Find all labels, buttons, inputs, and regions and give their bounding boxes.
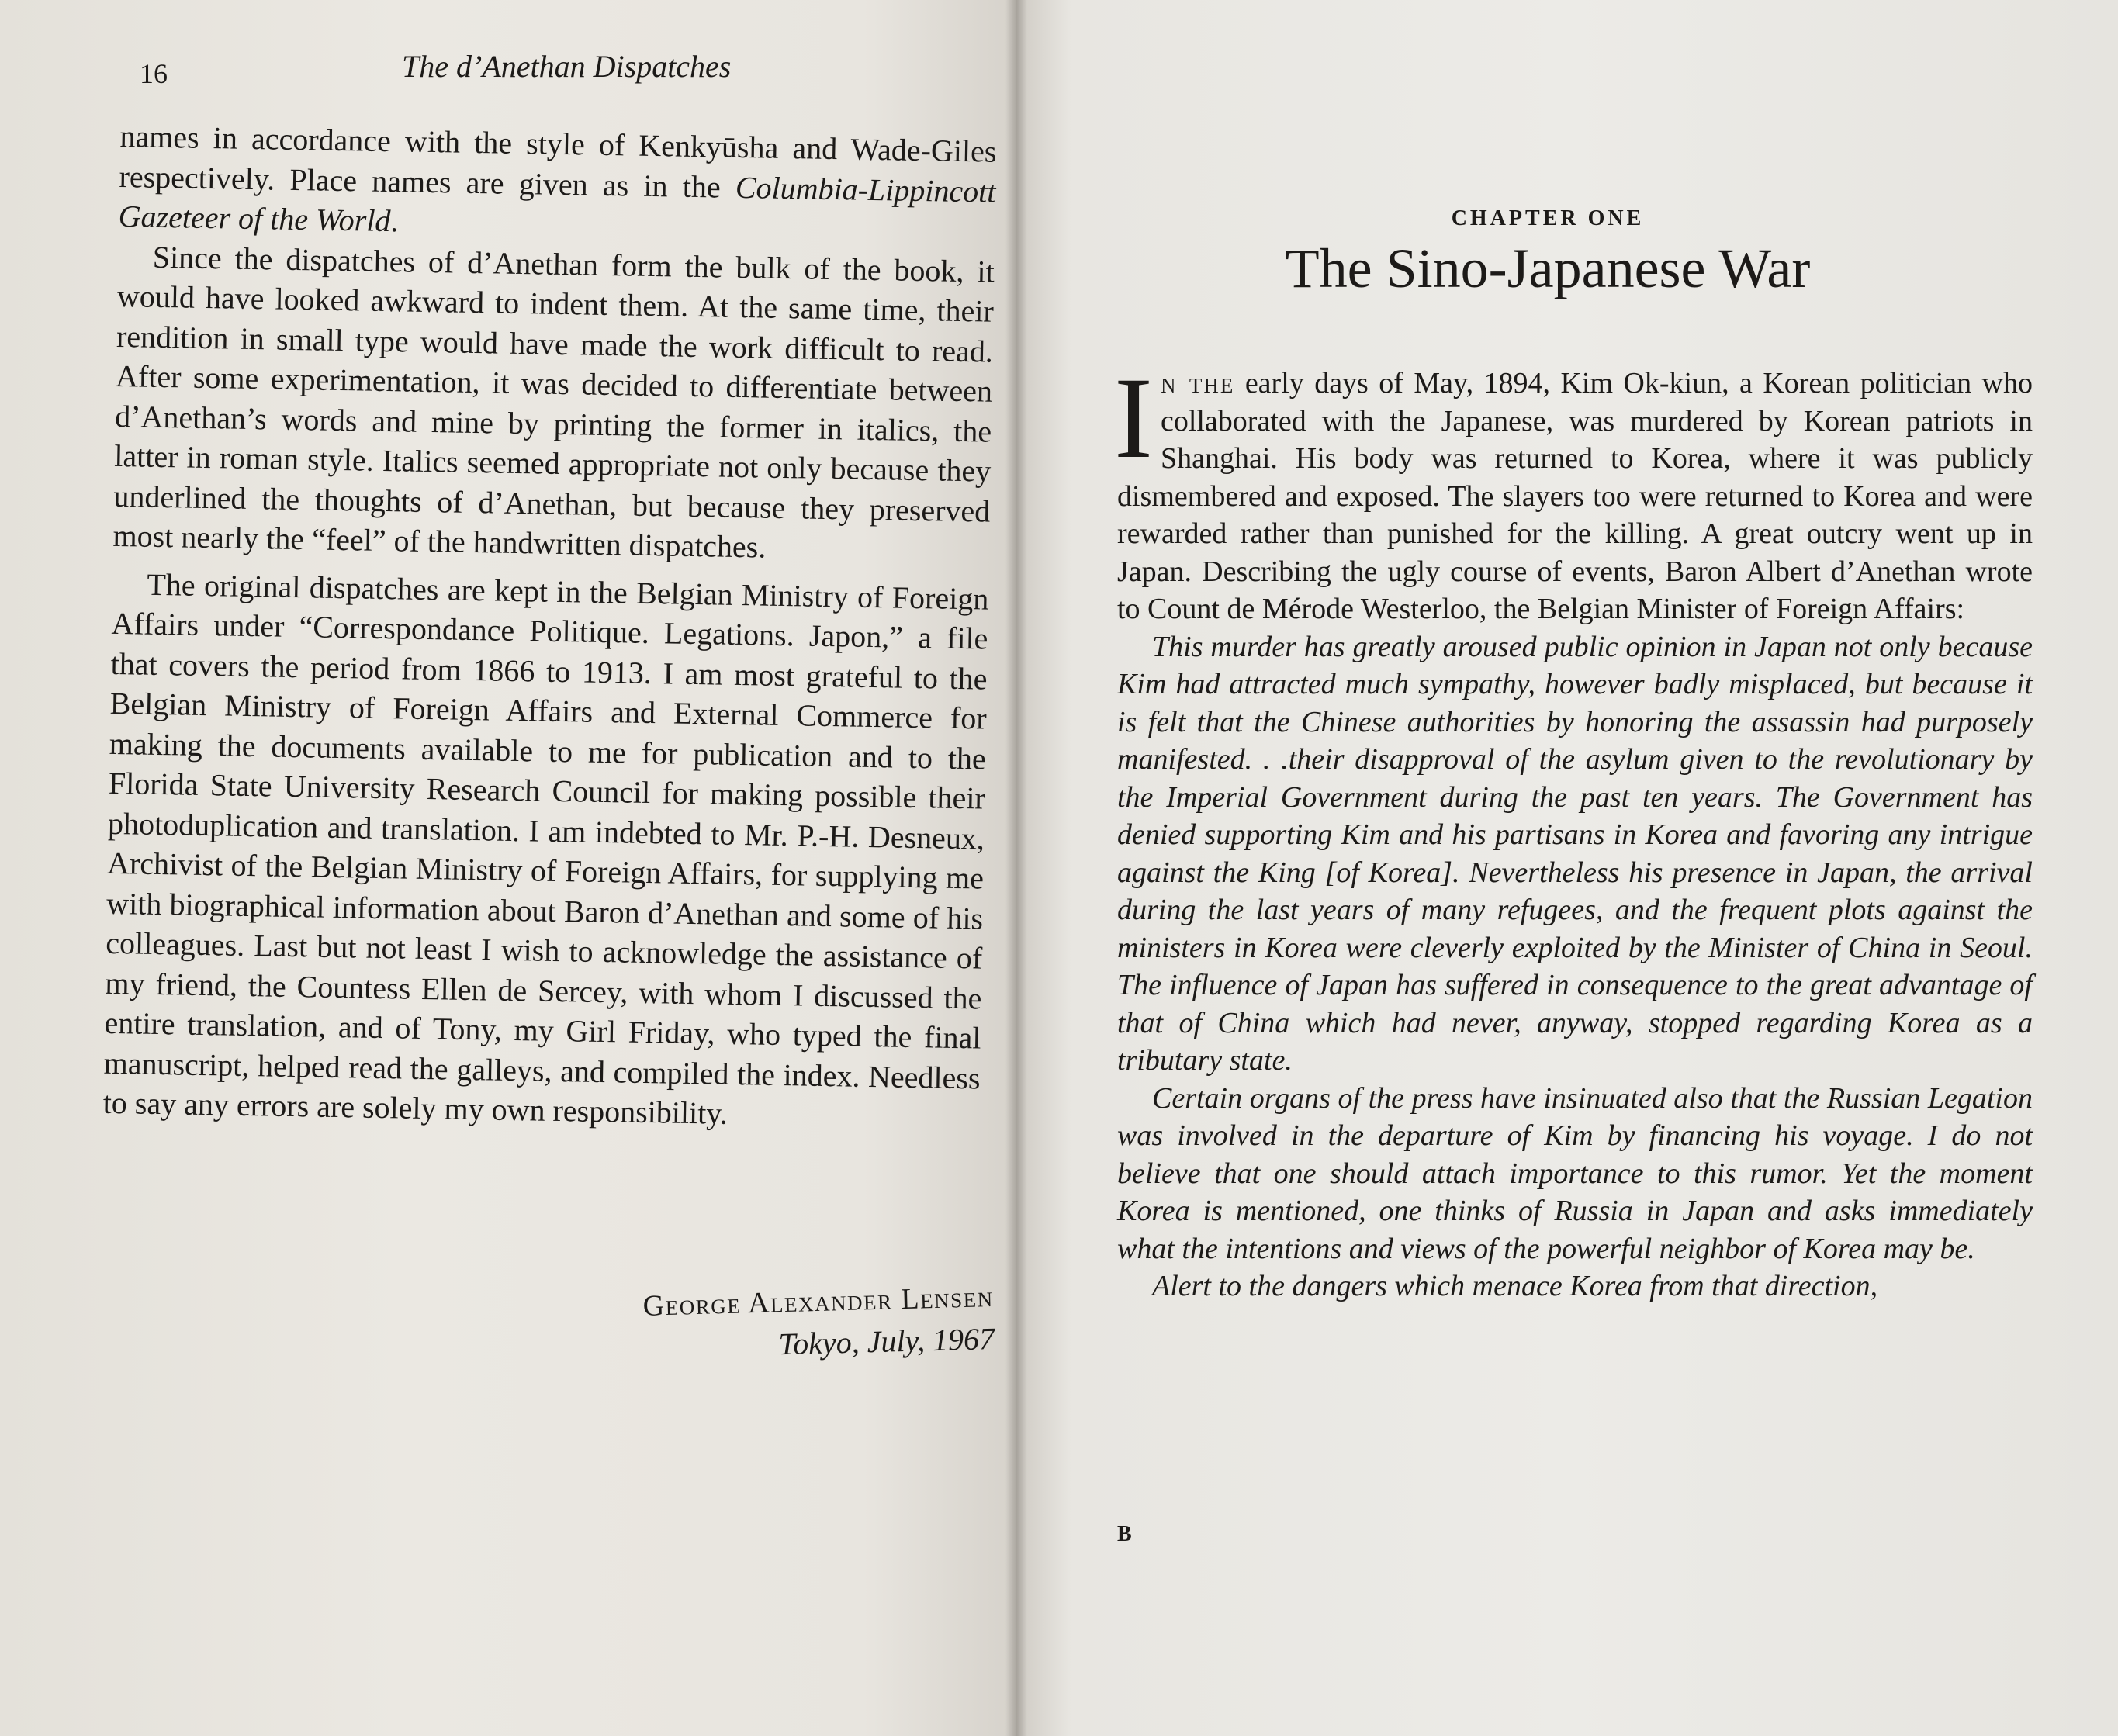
- page-number: 16: [140, 58, 168, 89]
- text-run: Since the dispatches of d’Anethan form the bulk of the book, it would have looked awkward to indent them. At the same time, their rendition in small type would have made the work difficult to read. After some experimentation, it was decided to differentiate between d’Anethan’s words and mine by printing the former in italics, the latter in roman style. Italics seemed appropriate not only because they underlined the thoughts of d’Anethan, but because they preserved most nearly the “feel” of the handwritten dispatches.: [112, 239, 995, 565]
- chapter-title: The Sino-Japanese War: [1285, 237, 1811, 299]
- right-page: [1016, 0, 2118, 1736]
- chapter-text: [1114, 354, 2033, 1305]
- quote-paragraph-3: Alert to the dangers which menace Korea from that direction,: [1152, 1270, 1878, 1302]
- paragraph-3: [102, 563, 988, 1138]
- gazetteer-title: Columbia-Lippincott Gazeteer of the World: [118, 169, 996, 239]
- text-run: The original dispatches are kept in the Belgian Ministry of Foreign Affairs under “Correspondance Politique. Legations. Japon,” a file that covers the period from 1866 to 1913. I am most grateful to the Belgian Ministry of Foreign Affairs and External Commerce for making the documents available to me for publication and to the Florida State University Research Council for making possible their photoduplication and translation. I am indebted to Mr. P.-H. Desneux, Archivist of the Belgian Ministry of Foreign Affairs, for supplying me with biographical information about Baron d’Anethan and some of his colleagues. Last but not least I wish to acknowledge the assistance of my friend, the Countess Ellen de Sercey, with whom I discussed the entire translation, and of Tony, my Girl Friday, who typed the final manuscript, helped read the galleys, and compiled the index. Needless to say any errors are solely my own responsibility.: [102, 566, 989, 1131]
- preface-text: [102, 116, 996, 1138]
- paragraph-2: [112, 236, 995, 571]
- place-date: Tokyo, July, 1967: [777, 1320, 995, 1362]
- book-gutter: [1005, 0, 1027, 1736]
- text-run: .: [390, 203, 399, 239]
- chapter-label: CHAPTER ONE: [1451, 206, 1645, 230]
- author-signature: [481, 1280, 995, 1370]
- author-name: George Alexander Lensen: [642, 1280, 995, 1323]
- signature-mark: B: [1117, 1522, 1132, 1546]
- paragraph-1: [118, 116, 997, 251]
- drop-cap: I: [1114, 354, 1153, 482]
- left-page: [0, 0, 1016, 1736]
- quote-paragraph-2: Certain organs of the press have insinuated also that the Russian Legation was involved in the departure of Kim by financing his voyage. I do not believe that one should attach importance to this rumor. Yet the moment Korea is mentioned, one thinks of Russia in Japan and asks immediately what the intentions and views of the powerful neighbor of Korea may be.: [1117, 1081, 2033, 1265]
- opening-small-caps: n the: [1160, 367, 1235, 399]
- text-run: early days of May, 1894, Kim Ok-kiun, a Korean politician who collaborated with the Japanese, was murdered by Korean patriots in Shanghai. His body was returned to Korea, where it was publicly dismembered and exposed. The slayers too were returned to Korea and were rewarded rather than punished for the killing. A great outcry went up in Japan. Describing the ugly course of events, Baron Albert d’Anethan wrote to Count de Mérode Westerloo, the Belgian Minister of Foreign Affairs:: [1117, 367, 2033, 625]
- running-title: The d’Anethan Dispatches: [402, 49, 732, 84]
- running-head: [140, 48, 993, 95]
- text-run: names in accordance with the style of Kenkyūsha and Wade-Giles respectively. Place names are given as in the: [119, 118, 997, 205]
- opening-paragraph: [1114, 354, 2033, 628]
- quote-paragraph-1: This murder has greatly aroused public opinion in Japan not only because Kim had attracted much sympathy, however badly misplaced, but because it is felt that the Chinese authorities by honoring the assassin had purposely manifested. . .their disapproval of the asylum given to the revolutionary by the Imperial Government during the past ten years. The Government has denied supporting Kim and his partisans in Korea and favoring any intrigue against the King [of Korea]. Nevertheless his presence in Japan, the arrival during the last years of many refugees, and the frequent plots against the ministers in Korea were cleverly exploited by the Minister of China in Seoul. The influence of Japan has suffered in consequence to the great advantage of that of China which had never, anyway, stopped regarding Korea as a tributary state.: [1117, 630, 2033, 1077]
